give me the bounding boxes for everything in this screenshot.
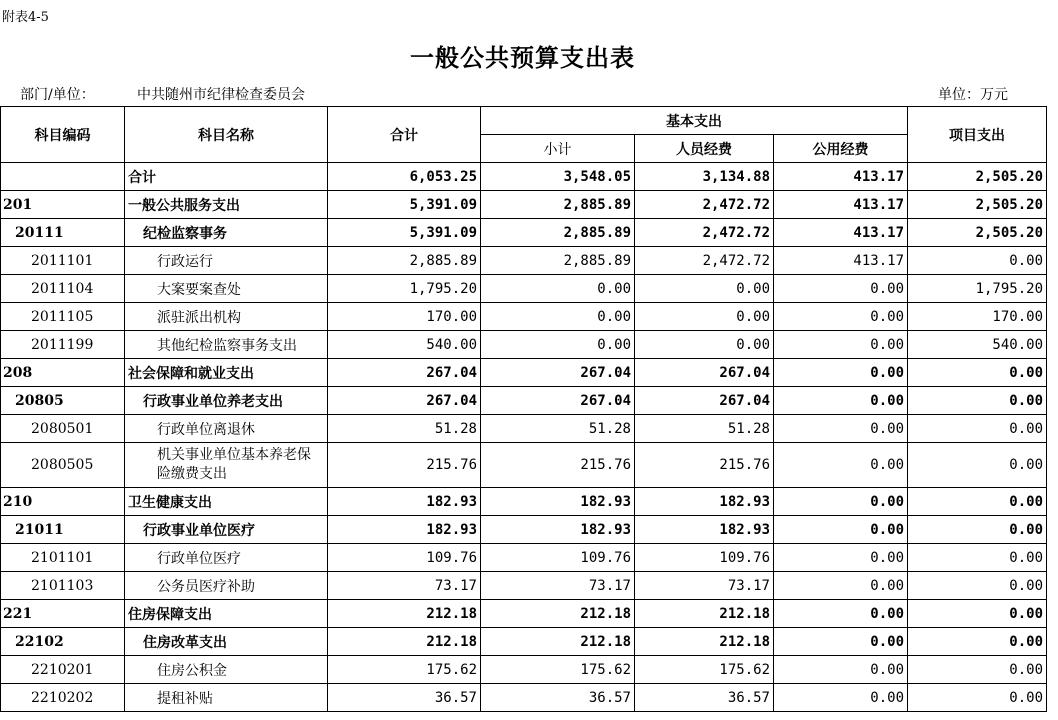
header-subtotal: 小计 bbox=[481, 135, 635, 163]
cell-personnel: 109.76 bbox=[635, 544, 774, 572]
table-row bbox=[1, 275, 1047, 303]
cell-total: 5,391.09 bbox=[328, 219, 481, 247]
cell-code: 2210201 bbox=[1, 656, 125, 684]
cell-code: 2011101 bbox=[1, 247, 125, 275]
cell-code: 2080501 bbox=[1, 415, 125, 443]
cell-subtotal: 109.76 bbox=[481, 544, 635, 572]
cell-total: 540.00 bbox=[328, 331, 481, 359]
cell-total: 2,885.89 bbox=[328, 247, 481, 275]
cell-name: 一般公共服务支出 bbox=[125, 191, 328, 219]
cell-subtotal: 2,885.89 bbox=[481, 191, 635, 219]
cell-name: 派驻派出机构 bbox=[125, 303, 328, 331]
cell-subtotal: 175.62 bbox=[481, 656, 635, 684]
cell-total: 182.93 bbox=[328, 488, 481, 516]
cell-subtotal: 182.93 bbox=[481, 516, 635, 544]
cell-personnel: 0.00 bbox=[635, 275, 774, 303]
cell-personnel: 182.93 bbox=[635, 488, 774, 516]
unit-label: 单位：万元 bbox=[938, 87, 1008, 103]
cell-code: 2210202 bbox=[1, 684, 125, 712]
cell-personnel: 2,472.72 bbox=[635, 247, 774, 275]
table-row bbox=[1, 219, 1047, 247]
header-total: 合计 bbox=[328, 107, 481, 163]
cell-project: 0.00 bbox=[908, 488, 1047, 516]
cell-name: 纪检监察事务 bbox=[125, 219, 328, 247]
cell-name: 大案要案查处 bbox=[125, 275, 328, 303]
cell-project: 0.00 bbox=[908, 359, 1047, 387]
cell-name: 住房改革支出 bbox=[125, 628, 328, 656]
cell-total: 51.28 bbox=[328, 415, 481, 443]
cell-name: 行政运行 bbox=[125, 247, 328, 275]
cell-total: 73.17 bbox=[328, 572, 481, 600]
cell-subtotal: 2,885.89 bbox=[481, 247, 635, 275]
cell-public: 0.00 bbox=[774, 443, 908, 488]
cell-subtotal: 215.76 bbox=[481, 443, 635, 488]
cell-code: 2080505 bbox=[1, 443, 125, 488]
cell-public: 0.00 bbox=[774, 303, 908, 331]
cell-personnel: 36.57 bbox=[635, 684, 774, 712]
cell-project: 1,795.20 bbox=[908, 275, 1047, 303]
cell-name: 行政事业单位养老支出 bbox=[125, 387, 328, 415]
cell-public: 0.00 bbox=[774, 656, 908, 684]
cell-subtotal: 267.04 bbox=[481, 387, 635, 415]
cell-name: 提租补贴 bbox=[125, 684, 328, 712]
cell-project: 0.00 bbox=[908, 387, 1047, 415]
cell-subtotal: 212.18 bbox=[481, 628, 635, 656]
cell-public: 0.00 bbox=[774, 684, 908, 712]
cell-code: 20805 bbox=[1, 387, 125, 415]
cell-public: 0.00 bbox=[774, 359, 908, 387]
cell-name: 卫生健康支出 bbox=[125, 488, 328, 516]
cell-personnel: 212.18 bbox=[635, 600, 774, 628]
cell-project: 0.00 bbox=[908, 572, 1047, 600]
table-row bbox=[1, 163, 1047, 191]
table-row bbox=[1, 600, 1047, 628]
cell-personnel: 2,472.72 bbox=[635, 219, 774, 247]
cell-public: 0.00 bbox=[774, 331, 908, 359]
cell-total: 5,391.09 bbox=[328, 191, 481, 219]
cell-subtotal: 0.00 bbox=[481, 275, 635, 303]
cell-name: 行政单位医疗 bbox=[125, 544, 328, 572]
table-row bbox=[1, 628, 1047, 656]
cell-total: 6,053.25 bbox=[328, 163, 481, 191]
cell-subtotal: 73.17 bbox=[481, 572, 635, 600]
header-name: 科目名称 bbox=[125, 107, 328, 163]
budget-table bbox=[0, 106, 1047, 712]
cell-personnel: 182.93 bbox=[635, 516, 774, 544]
table-row bbox=[1, 359, 1047, 387]
cell-code bbox=[1, 163, 125, 191]
cell-public: 0.00 bbox=[774, 275, 908, 303]
cell-subtotal: 2,885.89 bbox=[481, 219, 635, 247]
cell-public: 0.00 bbox=[774, 628, 908, 656]
cell-project: 0.00 bbox=[908, 516, 1047, 544]
cell-personnel: 73.17 bbox=[635, 572, 774, 600]
cell-total: 215.76 bbox=[328, 443, 481, 488]
header-basic: 基本支出 bbox=[481, 107, 908, 135]
cell-code: 20111 bbox=[1, 219, 125, 247]
cell-project: 170.00 bbox=[908, 303, 1047, 331]
cell-name: 其他纪检监察事务支出 bbox=[125, 331, 328, 359]
cell-total: 267.04 bbox=[328, 359, 481, 387]
cell-project: 0.00 bbox=[908, 544, 1047, 572]
cell-name: 住房保障支出 bbox=[125, 600, 328, 628]
cell-code: 221 bbox=[1, 600, 125, 628]
header-personnel: 人员经费 bbox=[635, 135, 774, 163]
cell-subtotal: 0.00 bbox=[481, 303, 635, 331]
cell-personnel: 0.00 bbox=[635, 331, 774, 359]
cell-public: 0.00 bbox=[774, 544, 908, 572]
table-row bbox=[1, 488, 1047, 516]
table-row bbox=[1, 247, 1047, 275]
cell-personnel: 212.18 bbox=[635, 628, 774, 656]
header-project: 项目支出 bbox=[908, 107, 1047, 163]
cell-project: 0.00 bbox=[908, 684, 1047, 712]
cell-code: 208 bbox=[1, 359, 125, 387]
cell-public: 0.00 bbox=[774, 516, 908, 544]
cell-code: 2011105 bbox=[1, 303, 125, 331]
cell-personnel: 267.04 bbox=[635, 387, 774, 415]
cell-personnel: 3,134.88 bbox=[635, 163, 774, 191]
table-row bbox=[1, 684, 1047, 712]
table-row bbox=[1, 544, 1047, 572]
cell-project: 2,505.20 bbox=[908, 163, 1047, 191]
cell-code: 210 bbox=[1, 488, 125, 516]
table-row bbox=[1, 303, 1047, 331]
cell-subtotal: 267.04 bbox=[481, 359, 635, 387]
cell-code: 2011199 bbox=[1, 331, 125, 359]
cell-personnel: 2,472.72 bbox=[635, 191, 774, 219]
cell-subtotal: 182.93 bbox=[481, 488, 635, 516]
attachment-label: 附表4-5 bbox=[2, 10, 49, 25]
cell-total: 212.18 bbox=[328, 628, 481, 656]
cell-name: 合计 bbox=[125, 163, 328, 191]
table-row bbox=[1, 572, 1047, 600]
department-label: 部门/单位： bbox=[20, 87, 95, 103]
cell-public: 413.17 bbox=[774, 247, 908, 275]
table-row bbox=[1, 516, 1047, 544]
cell-code: 21011 bbox=[1, 516, 125, 544]
cell-total: 182.93 bbox=[328, 516, 481, 544]
header-public: 公用经费 bbox=[774, 135, 908, 163]
cell-project: 0.00 bbox=[908, 415, 1047, 443]
cell-subtotal: 212.18 bbox=[481, 600, 635, 628]
cell-public: 413.17 bbox=[774, 191, 908, 219]
cell-subtotal: 0.00 bbox=[481, 331, 635, 359]
cell-code: 2101103 bbox=[1, 572, 125, 600]
cell-total: 109.76 bbox=[328, 544, 481, 572]
cell-name: 住房公积金 bbox=[125, 656, 328, 684]
cell-public: 0.00 bbox=[774, 600, 908, 628]
table-row bbox=[1, 331, 1047, 359]
cell-public: 0.00 bbox=[774, 572, 908, 600]
cell-project: 0.00 bbox=[908, 628, 1047, 656]
cell-personnel: 0.00 bbox=[635, 303, 774, 331]
cell-public: 413.17 bbox=[774, 219, 908, 247]
cell-name: 机关事业单位基本养老保险缴费支出 bbox=[125, 443, 328, 488]
cell-project: 0.00 bbox=[908, 600, 1047, 628]
department-value: 中共随州市纪律检查委员会 bbox=[137, 87, 305, 103]
cell-total: 267.04 bbox=[328, 387, 481, 415]
cell-personnel: 175.62 bbox=[635, 656, 774, 684]
cell-name: 社会保障和就业支出 bbox=[125, 359, 328, 387]
cell-personnel: 267.04 bbox=[635, 359, 774, 387]
cell-project: 0.00 bbox=[908, 656, 1047, 684]
table-row bbox=[1, 415, 1047, 443]
cell-public: 0.00 bbox=[774, 387, 908, 415]
cell-total: 212.18 bbox=[328, 600, 481, 628]
table-row bbox=[1, 387, 1047, 415]
cell-subtotal: 51.28 bbox=[481, 415, 635, 443]
cell-name: 行政单位离退休 bbox=[125, 415, 328, 443]
cell-subtotal: 3,548.05 bbox=[481, 163, 635, 191]
cell-subtotal: 36.57 bbox=[481, 684, 635, 712]
cell-project: 0.00 bbox=[908, 443, 1047, 488]
cell-code: 2011104 bbox=[1, 275, 125, 303]
cell-code: 201 bbox=[1, 191, 125, 219]
cell-total: 1,795.20 bbox=[328, 275, 481, 303]
cell-name: 公务员医疗补助 bbox=[125, 572, 328, 600]
cell-total: 36.57 bbox=[328, 684, 481, 712]
table-row bbox=[1, 191, 1047, 219]
table-row bbox=[1, 656, 1047, 684]
header-code: 科目编码 bbox=[1, 107, 125, 163]
page-title: 一般公共预算支出表 bbox=[410, 43, 635, 72]
cell-personnel: 215.76 bbox=[635, 443, 774, 488]
cell-project: 2,505.20 bbox=[908, 219, 1047, 247]
table-row bbox=[1, 443, 1047, 488]
cell-total: 175.62 bbox=[328, 656, 481, 684]
cell-public: 0.00 bbox=[774, 488, 908, 516]
cell-public: 0.00 bbox=[774, 415, 908, 443]
cell-project: 540.00 bbox=[908, 331, 1047, 359]
cell-public: 413.17 bbox=[774, 163, 908, 191]
cell-code: 2101101 bbox=[1, 544, 125, 572]
cell-personnel: 51.28 bbox=[635, 415, 774, 443]
table-body bbox=[1, 163, 1047, 712]
cell-total: 170.00 bbox=[328, 303, 481, 331]
cell-code: 22102 bbox=[1, 628, 125, 656]
cell-name: 行政事业单位医疗 bbox=[125, 516, 328, 544]
cell-project: 0.00 bbox=[908, 247, 1047, 275]
cell-project: 2,505.20 bbox=[908, 191, 1047, 219]
